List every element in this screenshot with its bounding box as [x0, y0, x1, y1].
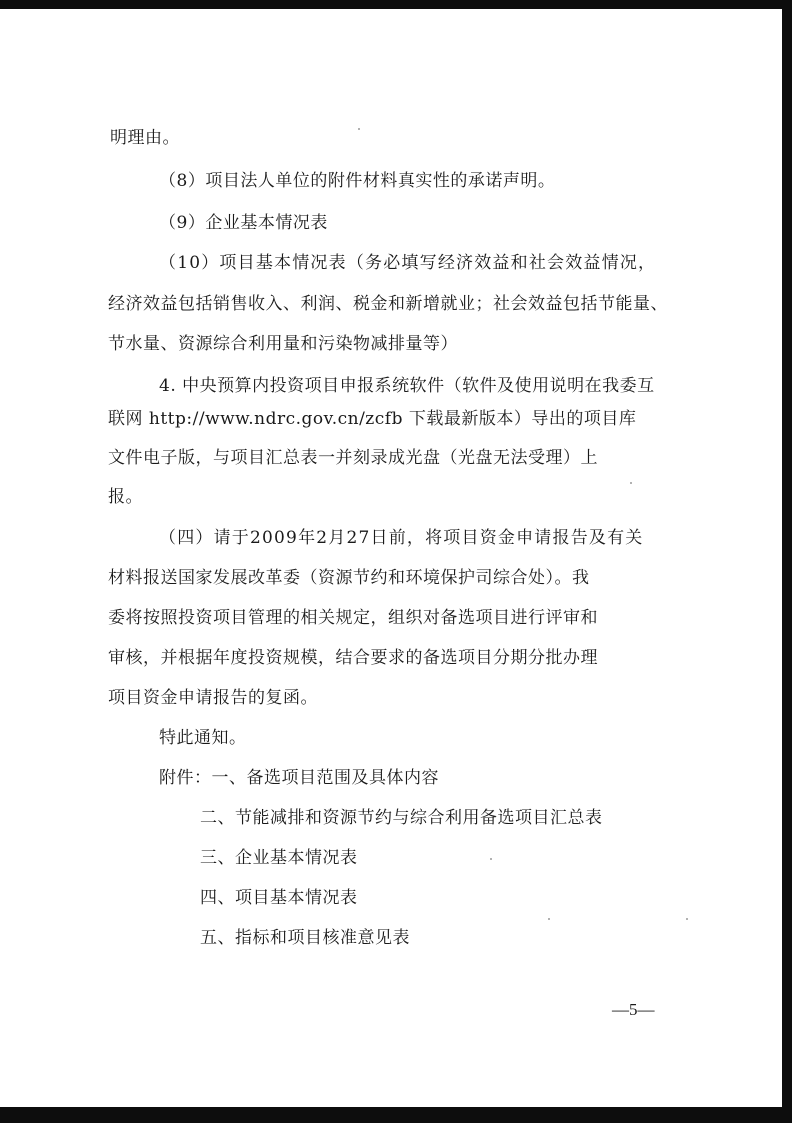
list-item: （四）请于2009年2月27日前，将项目资金申请报告及有关	[159, 528, 644, 548]
paragraph-line: 材料报送国家发展改革委（资源节约和环境保护司综合处）。我	[108, 568, 590, 588]
list-item: （10）项目基本情况表（务必填写经济效益和社会效益情况，	[159, 253, 657, 273]
list-item: （8）项目法人单位的附件材料真实性的承诺声明。	[159, 171, 556, 191]
paragraph-line: 报。	[108, 487, 143, 507]
attachment-item: 四、项目基本情况表	[200, 888, 358, 908]
paragraph-line: 经济效益包括销售收入、利润、税金和新增就业；社会效益包括节能量、	[108, 294, 668, 314]
scan-speck	[358, 128, 360, 130]
list-item: （9）企业基本情况表	[159, 213, 328, 233]
closing-line: 特此通知。	[159, 728, 247, 748]
paragraph-line: 节水量、资源综合利用量和污染物减排量等）	[108, 334, 458, 354]
scan-speck	[548, 918, 550, 920]
attachment-list-heading: 附件：一、备选项目范围及具体内容	[159, 768, 439, 788]
attachment-item: 二、节能减排和资源节约与综合利用备选项目汇总表	[200, 808, 603, 828]
list-item: 4. 中央预算内投资项目申报系统软件（软件及使用说明在我委互	[159, 376, 655, 396]
attachment-item: 五、指标和项目核准意见表	[200, 928, 410, 948]
paragraph-line: 委将按照投资项目管理的相关规定，组织对备选项目进行评审和	[108, 608, 598, 628]
attachment-item: 三、企业基本情况表	[200, 848, 358, 868]
page-number: —5—	[612, 1000, 655, 1019]
paragraph-line: 明理由。	[110, 128, 180, 148]
scan-speck	[490, 858, 492, 860]
paragraph-line: 文件电子版，与项目汇总表一并刻录成光盘（光盘无法受理）上	[108, 448, 598, 468]
scan-border-bottom	[0, 1107, 792, 1123]
scan-border-top	[0, 0, 792, 9]
scan-border-right	[782, 0, 792, 1123]
paragraph-line: 项目资金申请报告的复函。	[108, 688, 318, 708]
paragraph-line: 审核，并根据年度投资规模，结合要求的备选项目分期分批办理	[108, 648, 598, 668]
scan-speck	[630, 482, 632, 484]
scan-speck	[686, 918, 688, 920]
paragraph-line: 联网 http://www.ndrc.gov.cn/zcfb 下载最新版本）导出的项目库	[108, 409, 637, 429]
